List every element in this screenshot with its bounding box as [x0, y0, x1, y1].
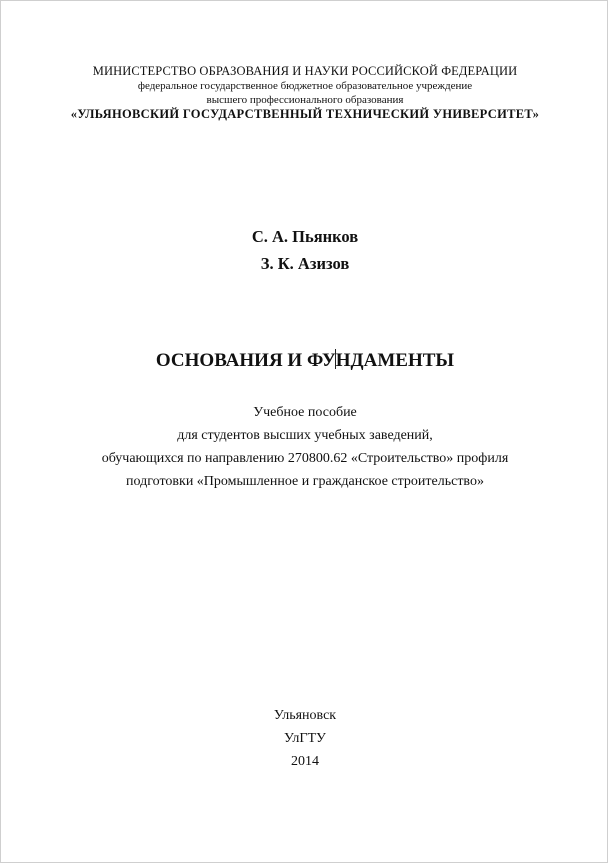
title-text-before-cursor: ОСНОВАНИЯ И ФУ [155, 350, 336, 371]
ministry-name: МИНИСТЕРСТВО ОБРАЗОВАНИЯ И НАУКИ РОССИЙСКОЙ ФЕДЕРАЦИИ [92, 64, 518, 78]
imprint [1, 704, 608, 773]
document-description [1, 401, 608, 493]
title-text-after-cursor: НДАМЕНТЫ [335, 350, 455, 371]
institution-type: федеральное государственное бюджетное образовательное учреждение [137, 80, 473, 92]
imprint-city: Ульяновск [273, 708, 337, 723]
imprint-year: 2014 [291, 754, 319, 769]
university-name: «УЛЬЯНОВСКИЙ ГОСУДАРСТВЕННЫЙ ТЕХНИЧЕСКИЙ УНИВЕРСИТЕТ» [70, 107, 540, 121]
description-line: Учебное пособие [253, 405, 357, 420]
description-line: обучающихся по направлению 270800.62 «Строительство» профиля [101, 451, 509, 466]
education-level: высшего профессионального образования [206, 94, 404, 106]
author-2: З. К. Азизов [260, 254, 350, 273]
description-line: подготовки «Промышленное и гражданское строительство» [126, 474, 484, 489]
ministry-header [1, 64, 608, 122]
description-line: для студентов высших учебных заведений, [177, 428, 433, 443]
imprint-publisher: УлГТУ [284, 731, 326, 746]
document-title[interactable] [1, 349, 608, 373]
author-1: С. А. Пьянков [251, 227, 359, 246]
authors [1, 223, 608, 277]
